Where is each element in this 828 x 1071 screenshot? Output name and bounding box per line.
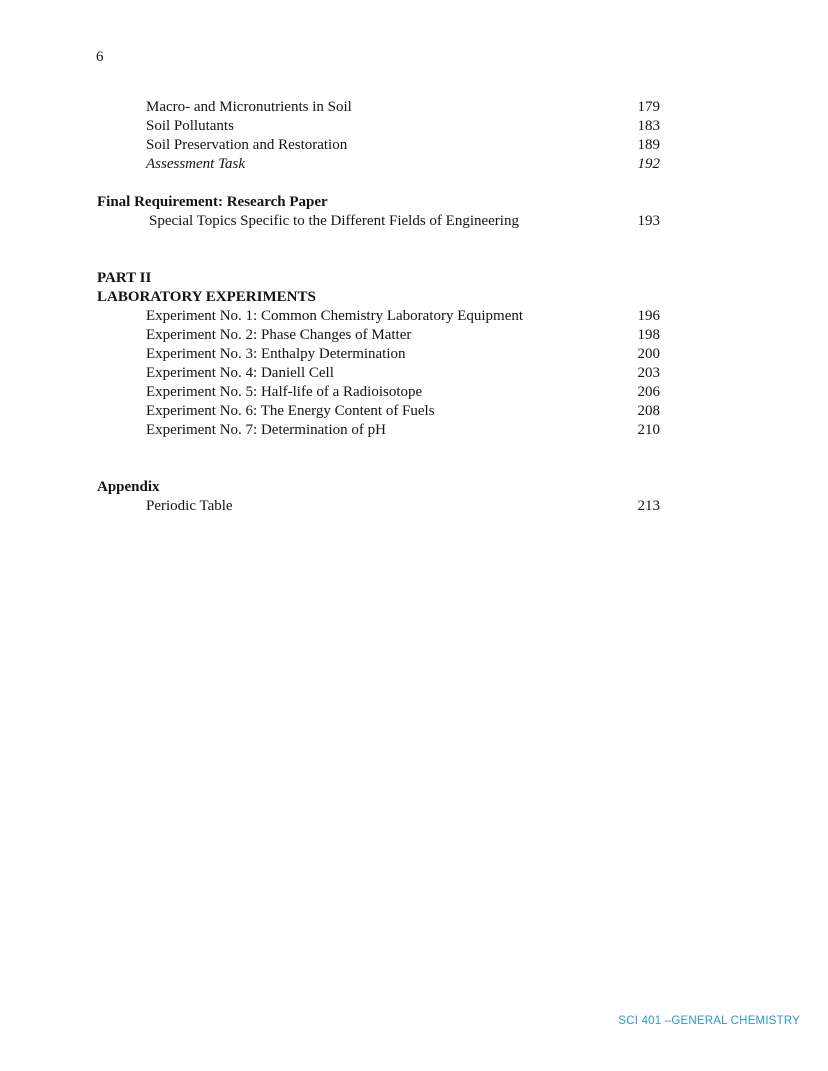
toc-entry-page: 192: [637, 156, 660, 172]
toc-entry: [97, 326, 660, 345]
toc-entry-label: Soil Pollutants: [146, 118, 234, 134]
toc-entry-page: 189: [637, 137, 660, 153]
toc-entry: [97, 364, 660, 383]
toc-section-heading: LABORATORY EXPERIMENTS: [97, 289, 316, 305]
toc-entry: [97, 136, 660, 155]
toc-entry: [97, 402, 660, 421]
toc-entry-label: Special Topics Specific to the Different Fields of Engineering: [149, 213, 519, 229]
toc-entry: [97, 117, 660, 136]
toc-entry-page: 213: [637, 498, 660, 514]
toc-entry-page: 183: [637, 118, 660, 134]
toc-entry-label: Periodic Table: [146, 498, 233, 514]
toc-entry-page: 179: [637, 99, 660, 115]
toc-entry: [97, 345, 660, 364]
toc-entry-label: Experiment No. 6: The Energy Content of Fuels: [146, 403, 435, 419]
toc-entry-label: Experiment No. 7: Determination of pH: [146, 422, 386, 438]
toc-entry-label: Macro- and Micronutrients in Soil: [146, 99, 352, 115]
toc-entry: [97, 98, 660, 117]
page-footer: SCI 401 –GENERAL CHEMISTRY: [618, 1015, 800, 1027]
toc-entry-label: Experiment No. 2: Phase Changes of Matter: [146, 327, 412, 343]
toc-entry-page: 203: [637, 365, 660, 381]
toc-section-heading: Final Requirement: Research Paper: [97, 194, 328, 210]
toc-entry: [97, 212, 660, 231]
toc-entry-label: Assessment Task: [146, 156, 246, 172]
toc-entry-label: Experiment No. 3: Enthalpy Determination: [146, 346, 406, 362]
table-of-contents: [97, 98, 660, 516]
toc-entry: [97, 307, 660, 326]
toc-entry-page: 198: [637, 327, 660, 343]
toc-section-heading: PART II: [97, 270, 152, 286]
toc-entry: [97, 421, 660, 440]
page-number: 6: [96, 49, 104, 65]
toc-entry: [97, 497, 660, 516]
toc-entry-page: 200: [637, 346, 660, 362]
toc-section-heading: Appendix: [97, 479, 160, 495]
toc-entry-label: Experiment No. 1: Common Chemistry Laboratory Equipment: [146, 308, 524, 324]
toc-entry-page: 196: [637, 308, 660, 324]
toc-entry: [97, 383, 660, 402]
toc-entry-page: 210: [637, 422, 660, 438]
toc-entry-label: Soil Preservation and Restoration: [146, 137, 348, 153]
toc-entry-page: 193: [637, 213, 660, 229]
toc-entry: [97, 155, 660, 174]
toc-entry-label: Experiment No. 5: Half-life of a Radioisotope: [146, 384, 423, 400]
toc-entry-label: Experiment No. 4: Daniell Cell: [146, 365, 334, 381]
toc-entry-page: 206: [637, 384, 660, 400]
toc-entry-page: 208: [637, 403, 660, 419]
